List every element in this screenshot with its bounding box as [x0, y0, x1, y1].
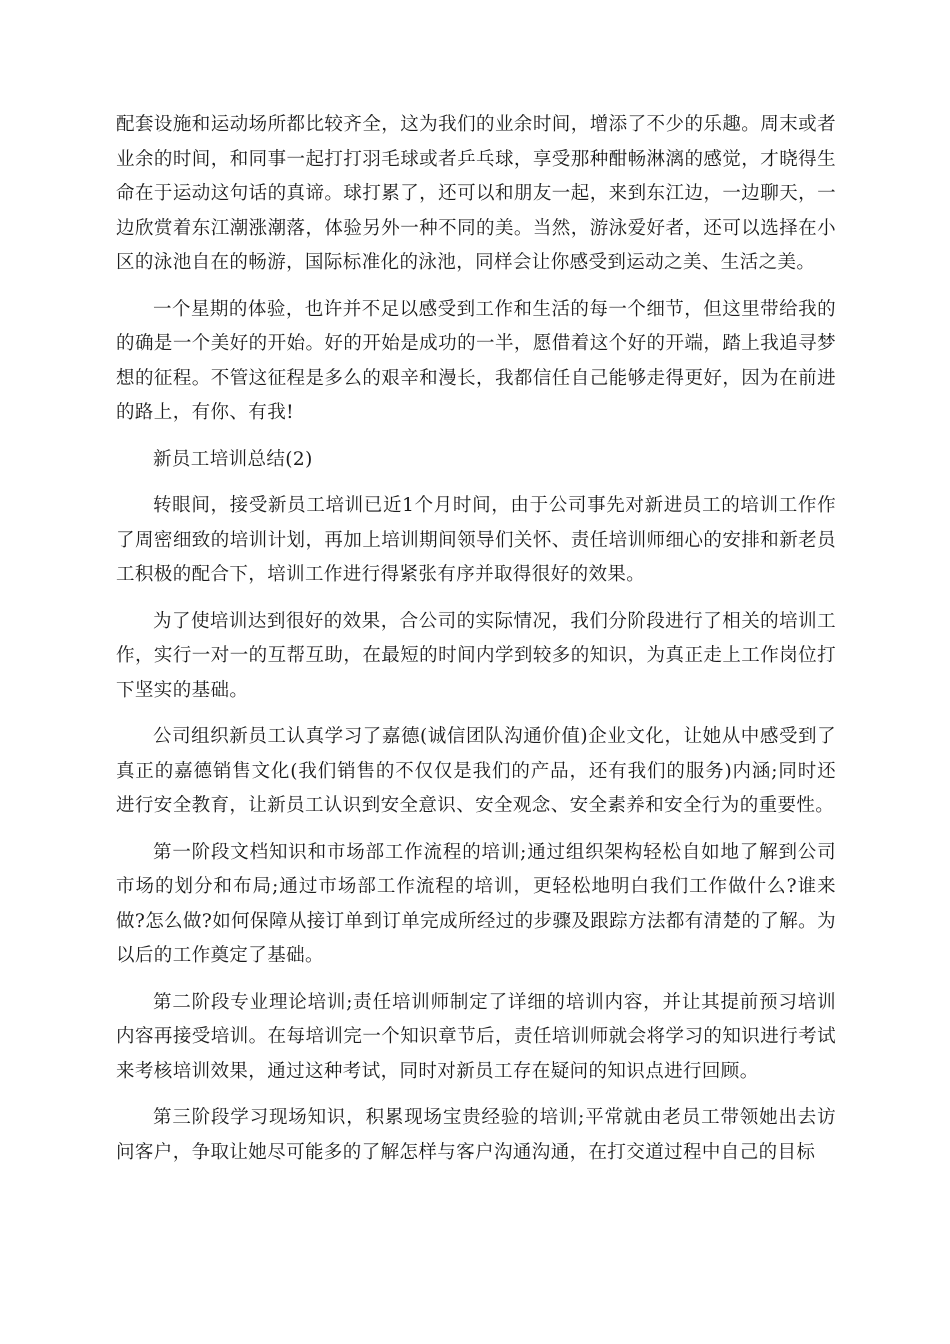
- paragraph-sports-facilities: 配套设施和运动场所都比较齐全，这为我们的业余时间，增添了不少的乐趣。周末或者业余的时间，和同事一起打打羽毛球或者乒乓球，享受那种酣畅淋漓的感觉，才晓得生命在于运动这句话的真谛。球打累了，还可以和朋友一起，来到东江边，一边聊天，一边欣赏着东江潮涨潮落，体验另外一种不同的美。当然，游泳爱好者，还可以选择在小区的泳池自在的畅游，国际标准化的泳池，同样会让你感受到运动之美、生活之美。: [116, 114, 836, 273]
- document-page: [116, 108, 836, 1182]
- paragraph-stage-three: 第三阶段学习现场知识，积累现场宝贵经验的培训;平常就由老员工带领她出去访问客户，争取让她尽可能多的了解怎样与客户沟通沟通，在打交道过程中自己的目标: [116, 1107, 836, 1163]
- paragraph-one-week-experience: 一个星期的体验，也许并不足以感受到工作和生活的每一个细节，但这里带给我的的确是一个美好的开始。好的开始是成功的一半，愿借着这个好的开端，踏上我追寻梦想的征程。不管这征程是多么的艰辛和漫长，我都信任自己能够走得更好，因为在前进的路上，有你、有我!: [116, 298, 836, 423]
- paragraph-corporate-culture: 公司组织新员工认真学习了嘉德(诚信团队沟通价值)企业文化，让她从中感受到了真正的嘉德销售文化(我们销售的不仅仅是我们的产品，还有我们的服务)内涵;同时还进行安全教育，让新员工认识到安全意识、安全观念、安全素养和安全行为的重要性。: [116, 726, 836, 816]
- paragraph-training-overview: 转眼间，接受新员工培训已近1个月时间，由于公司事先对新进员工的培训工作作了周密细致的培训计划，再加上培训期间领导们关怀、责任培训师细心的安排和新老员工积极的配合下，培训工作进行得紧张有序并取得很好的效果。: [116, 495, 836, 585]
- section-heading: 新员工培训总结(2): [153, 448, 313, 470]
- paragraph-stage-one: 第一阶段文档知识和市场部工作流程的培训;通过组织架构轻松自如地了解到公司市场的划分和布局;通过市场部工作流程的培训，更轻松地明白我们工作做什么?谁来做?怎么做?如何保障从接订单到订单完成所经过的步骤及跟踪方法都有清楚的了解。为以后的工作奠定了基础。: [116, 841, 836, 966]
- paragraph-training-stages: 为了使培训达到很好的效果，合公司的实际情况，我们分阶段进行了相关的培训工作，实行一对一的互帮互助，在最短的时间内学到较多的知识，为真正走上工作岗位打下坚实的基础。: [116, 610, 836, 701]
- paragraph-stage-two: 第二阶段专业理论培训;责任培训师制定了详细的培训内容，并让其提前预习培训内容再接受培训。在每培训完一个知识章节后，责任培训师就会将学习的知识进行考试来考核培训效果，通过这种考试，同时对新员工存在疑问的知识点进行回顾。: [116, 991, 836, 1082]
